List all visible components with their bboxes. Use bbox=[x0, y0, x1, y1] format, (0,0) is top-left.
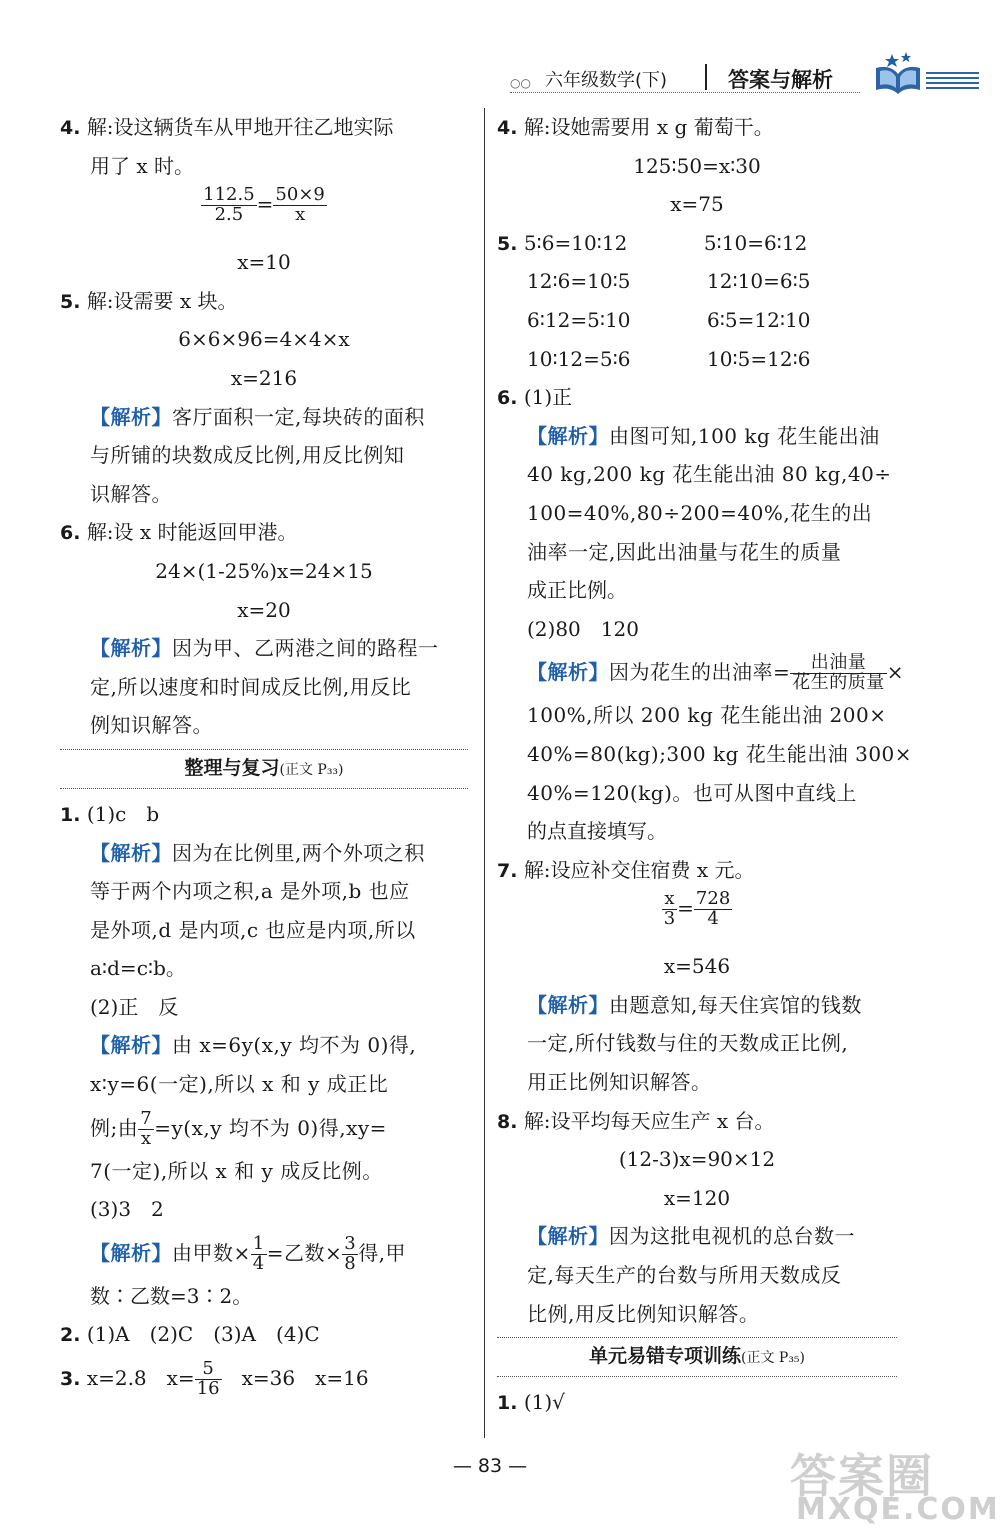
q5-answer: x=216 bbox=[230, 365, 298, 390]
rq7-analysis-tag: 【解析】 bbox=[527, 992, 609, 1017]
q5-number: 5. bbox=[60, 290, 81, 313]
q5-analysis: 客厅面积一定,每块砖的面积 bbox=[172, 404, 425, 429]
rq8-line1: 解:设平均每天应生产 x 台。 bbox=[523, 1108, 775, 1133]
q6-number: 6. bbox=[60, 522, 81, 545]
r1-part2: (2)正 反 bbox=[90, 994, 179, 1019]
rq7-analysis-3: 用正比例知识解答。 bbox=[527, 1070, 712, 1095]
u1-number: 1. bbox=[497, 1392, 518, 1415]
rq6-analysis-1b: 40 kg,200 kg 花生能出油 80 kg,40÷ bbox=[527, 462, 892, 487]
q5-analysis-2: 与所铺的块数成反比例,用反比例知 bbox=[90, 443, 405, 468]
rq6-number: 6. bbox=[497, 387, 518, 410]
rq6-analysis-2: 【解析】因为花生的出油率= $\frac{\text{出油量}}{\text{花生的质量}}$ × bbox=[527, 652, 905, 694]
rq7-line1: 解:设应补交住宿费 x 元。 bbox=[523, 857, 755, 882]
r2-number: 2. bbox=[60, 1324, 81, 1347]
rq6-analysis-2e: 的点直接填写。 bbox=[527, 819, 667, 844]
q4-frac-left: $\frac{112.5}{2.5}$ bbox=[203, 184, 255, 226]
q5-line1: 解:设需要 x 块。 bbox=[86, 288, 238, 313]
rq8-answer: x=120 bbox=[663, 1185, 731, 1210]
r2-answers: (1)A (2)C (3)A (4)C bbox=[86, 1322, 320, 1347]
q4-line2: 用了 x 时。 bbox=[90, 153, 194, 178]
r1-analysis-1b: 等于两个内项之积,a 是外项,b 也应 bbox=[90, 879, 410, 904]
q6-line1: 解:设 x 时能返回甲港。 bbox=[86, 520, 298, 545]
r1-analysis-tag-2: 【解析】 bbox=[90, 1033, 172, 1058]
dots-icon: ○○ bbox=[510, 76, 531, 90]
book-icon bbox=[872, 50, 924, 94]
r1-analysis-1c: 是外项,d 是内项,c 也应是内项,所以 bbox=[90, 917, 416, 942]
q4-equation: $\frac{112.5}{2.5}$ = $\frac{50\times 9}{x}$ bbox=[203, 184, 325, 226]
rq4-number: 4. bbox=[497, 117, 518, 139]
header-stripes bbox=[926, 72, 979, 92]
r1-analysis-2b: x∶y=6(一定),所以 x 和 y 成正比 bbox=[90, 1072, 389, 1097]
rq5-row-1: 5. 5∶6=10∶12 5∶10=6∶12 bbox=[497, 230, 808, 255]
r1-part1: (1)c b bbox=[86, 801, 160, 826]
header-separator bbox=[705, 64, 707, 90]
rq8-analysis-tag: 【解析】 bbox=[527, 1224, 609, 1249]
rq6-analysis-1e: 成正比例。 bbox=[527, 578, 627, 603]
r1-analysis-3b: 数∶乙数=3∶2。 bbox=[90, 1283, 253, 1308]
column-divider bbox=[484, 108, 485, 1438]
q4-line1: 解:设这辆货车从甲地开往乙地实际 bbox=[86, 115, 394, 139]
rq7-equation: $\frac{x}{3}$ = $\frac{728}{4}$ bbox=[663, 888, 731, 930]
rq8-analysis-3: 比例,用反比例知识解答。 bbox=[527, 1301, 760, 1326]
rq7-number: 7. bbox=[497, 859, 518, 882]
rq7-analysis-2: 一定,所付钱数与住的天数成正比例, bbox=[527, 1031, 849, 1056]
rq6-analysis-tag-1: 【解析】 bbox=[527, 423, 609, 448]
rq4-equation: 125∶50=x∶30 bbox=[633, 153, 761, 178]
rq5-row-4: 10∶12=5∶6 10∶5=12∶6 bbox=[527, 346, 811, 371]
r1-analysis-1: 因为在比例里,两个外项之积 bbox=[172, 840, 425, 865]
q4-number: 4. bbox=[60, 117, 81, 139]
rq6-analysis-1: 由图可知,100 kg 花生能出油 bbox=[609, 423, 880, 448]
section-unit-errors: 单元易错专项训练(正文 P₃₅) bbox=[497, 1337, 897, 1377]
r1-analysis-3: 【解析】由甲数× $\frac{1}{4}$ =乙数× $\frac{3}{8}$ 得,甲 bbox=[90, 1232, 407, 1274]
rq7-analysis: 由题意知,每天住宾馆的钱数 bbox=[609, 992, 862, 1017]
header-title: 答案与解析 bbox=[728, 68, 833, 92]
rq6-part2: (2)80 120 bbox=[527, 616, 639, 641]
q5-analysis-3: 识解答。 bbox=[90, 481, 172, 506]
rq6-analysis-1d: 油率一定,因此出油量与花生的质量 bbox=[527, 539, 842, 564]
rq6-analysis-1c: 100=40%,80÷200=40%,花生的出 bbox=[527, 500, 873, 525]
rq8-analysis: 因为这批电视机的总台数一 bbox=[609, 1224, 855, 1249]
q6-analysis-tag: 【解析】 bbox=[90, 636, 172, 661]
r1-analysis-1d: a∶d=c∶b。 bbox=[90, 956, 186, 981]
left-column bbox=[60, 108, 468, 1402]
r1-number: 1. bbox=[60, 803, 81, 826]
q6-analysis: 因为甲、乙两港之间的路程一 bbox=[172, 636, 439, 661]
rq7-answer: x=546 bbox=[663, 954, 731, 979]
rq5-row-3: 6∶12=5∶10 6∶5=12∶10 bbox=[527, 307, 811, 332]
r1-analysis-tag-1: 【解析】 bbox=[90, 840, 172, 865]
rq6-part1: (1)正 bbox=[523, 385, 573, 410]
rq6-analysis-2b: 100%,所以 200 kg 花生能出油 200× bbox=[527, 703, 887, 728]
section-review: 整理与复习(正文 P₃₃) bbox=[60, 749, 468, 789]
q6-analysis-2: 定,所以速度和时间成反比例,用反比 bbox=[90, 674, 412, 699]
rq4-answer: x=75 bbox=[670, 192, 724, 217]
u1-answer: (1)√ bbox=[523, 1390, 565, 1415]
r1-analysis-2c: 例;由 $\frac{7}{x}$ =y(x,y 均不为 0)得,xy= bbox=[90, 1107, 387, 1149]
r1-analysis-2: 由 x=6y(x,y 均不为 0)得, bbox=[172, 1033, 417, 1058]
rq8-analysis-2: 定,每天生产的台数与所用天数成反 bbox=[527, 1263, 842, 1288]
q6-analysis-3: 例知识解答。 bbox=[90, 713, 213, 738]
rq5-row-2: 12∶6=10∶5 12∶10=6∶5 bbox=[527, 269, 811, 294]
header-grade: 六年级数学(下) bbox=[545, 70, 668, 91]
q5-analysis-tag: 【解析】 bbox=[90, 404, 172, 429]
q4-frac-right: $\frac{50\times 9}{x}$ bbox=[275, 184, 325, 226]
page-header bbox=[500, 58, 979, 98]
r3-answers: 3. x=2.8 x= $\frac{5}{16}$ x=36 x=16 bbox=[60, 1358, 369, 1400]
rq4-line1: 解:设她需要用 x g 葡萄干。 bbox=[523, 115, 774, 139]
q6-answer: x=20 bbox=[237, 597, 291, 622]
header-underline bbox=[510, 92, 860, 93]
rq8-number: 8. bbox=[497, 1110, 518, 1133]
r1-part3: (3)3 2 bbox=[90, 1197, 164, 1222]
q5-equation: 6×6×96=4×4×x bbox=[178, 327, 350, 352]
r1-analysis-2d: 7(一定),所以 x 和 y 成反比例。 bbox=[90, 1158, 383, 1183]
q4-answer: x=10 bbox=[237, 250, 291, 275]
right-column bbox=[497, 108, 913, 1422]
q6-equation: 24×(1-25%)x=24×15 bbox=[155, 558, 373, 583]
watermark-logo: 答案圈 MXQE.COM bbox=[790, 1449, 1000, 1527]
rq6-analysis-2d: 40%=120(kg)。也可从图中直线上 bbox=[527, 780, 857, 805]
rq6-analysis-2c: 40%=80(kg);300 kg 花生能出油 300× bbox=[527, 741, 913, 766]
page-number: — 83 — bbox=[452, 1455, 528, 1477]
rq8-equation: (12-3)x=90×12 bbox=[618, 1147, 776, 1172]
